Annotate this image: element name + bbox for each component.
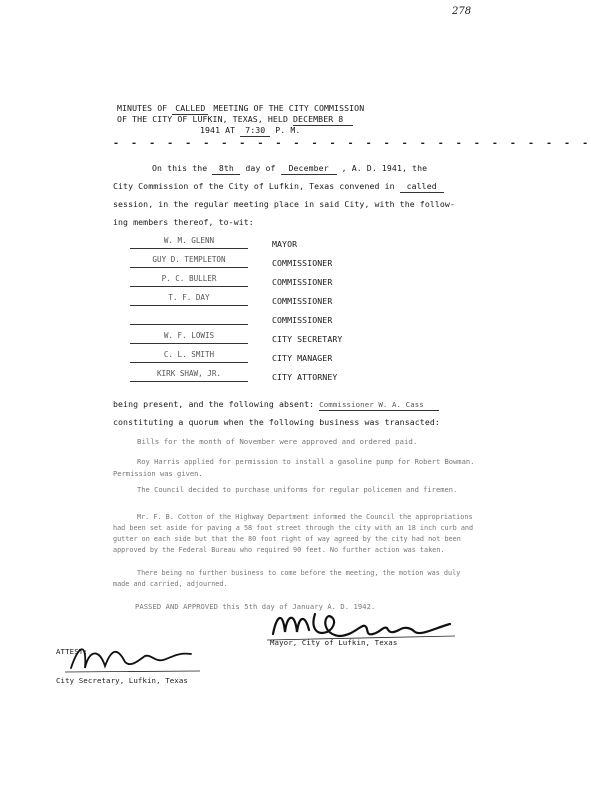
member-title: CITY SECRETARY bbox=[272, 334, 343, 344]
header-city: OF THE CITY OF LUFKIN, TEXAS, HELD bbox=[117, 114, 288, 124]
member-name: W. M. GLENN bbox=[130, 236, 248, 249]
passed-approved-line: PASSED AND APPROVED this 5th day of January A. D. 1942. bbox=[135, 602, 376, 611]
header-prefix: MINUTES OF bbox=[117, 103, 168, 113]
member-title: COMMISSIONER bbox=[272, 258, 333, 268]
absent-prefix: being present, and the following absent: bbox=[113, 399, 315, 409]
opening-line-1 bbox=[152, 163, 427, 175]
member-name: T. F. DAY bbox=[130, 293, 248, 306]
meeting-month: December bbox=[281, 163, 337, 175]
quorum-line: constituting a quorum when the following business was transacted: bbox=[113, 417, 440, 427]
page-number: 278 bbox=[452, 6, 472, 17]
member-name: C. L. SMITH bbox=[130, 350, 248, 363]
member-title: COMMISSIONER bbox=[272, 296, 333, 306]
member-title: COMMISSIONER bbox=[272, 315, 333, 325]
member-title: COMMISSIONER bbox=[272, 277, 333, 287]
opening-text-1: On this the bbox=[152, 163, 208, 173]
business-item: Roy Harris applied for permission to install a gasoline pump for Robert Bowman. Permission was given. bbox=[113, 457, 475, 478]
opening-line-4: ing members thereof, to-wit: bbox=[113, 217, 254, 227]
meeting-type: CALLED bbox=[172, 103, 208, 115]
city-secretary-caption: City Secretary, Lufkin, Texas bbox=[56, 676, 188, 685]
business-item: The Council decided to purchase uniforms for regular policemen and firemen. bbox=[137, 485, 458, 494]
meeting-date: DECEMBER 8 bbox=[293, 114, 353, 126]
opening-text-3: , A. D. 1941, the bbox=[341, 163, 428, 173]
member-name: P. C. BULLER bbox=[130, 274, 248, 287]
city-secretary-signature bbox=[65, 638, 215, 678]
opening-line-3: session, in the regular meeting place in said City, with the follow- bbox=[113, 199, 455, 209]
header-separator: - - - - - - - - - - - - - - - - - - - - - - - - - - - bbox=[113, 138, 591, 149]
opening-text-2: day of bbox=[245, 163, 276, 173]
member-name bbox=[130, 312, 248, 325]
session-type: called bbox=[400, 181, 444, 193]
business-item: Mr. F. B. Cotton of the Highway Department informed the Council the appropriations had been set aside for paving a 58 foot street through the city with an 18 inch curb and gutter on each side but that the 80 foot right of way agreed by the city had not been approved by the Federal Bureau who required 90 feet. No further action was taken. bbox=[113, 513, 474, 554]
member-name: GUY D. TEMPLETON bbox=[130, 255, 248, 268]
header-suffix: MEETING OF THE CITY COMMISSION bbox=[213, 103, 365, 113]
absent-names: Commissioner W. A. Cass bbox=[319, 399, 439, 411]
meeting-day: 8th bbox=[212, 163, 240, 175]
member-title: MAYOR bbox=[272, 239, 298, 249]
header-year: 1941 AT bbox=[200, 125, 236, 135]
opening-text-4: City Commission of the City of Lufkin, Texas convened in bbox=[113, 181, 395, 191]
header-pm: P. M. bbox=[275, 125, 301, 135]
meeting-time: 7:30 bbox=[240, 125, 270, 137]
member-name: W. F. LOWIS bbox=[130, 331, 248, 344]
business-item: Bills for the month of November were approved and ordered paid. bbox=[137, 437, 418, 446]
absent-line bbox=[113, 399, 439, 411]
member-title: CITY MANAGER bbox=[272, 353, 333, 363]
opening-line-2 bbox=[113, 181, 444, 193]
mayor-caption: Mayor, City of Lufkin, Texas bbox=[270, 638, 398, 647]
member-title: CITY ATTORNEY bbox=[272, 372, 338, 382]
business-item: There being no further business to come before the meeting, the motion was duly made and carried, adjourned. bbox=[113, 569, 461, 588]
header-line-3 bbox=[200, 125, 300, 137]
attest-label: ATTEST: bbox=[56, 647, 88, 656]
member-name: KIRK SHAW, JR. bbox=[130, 369, 248, 382]
